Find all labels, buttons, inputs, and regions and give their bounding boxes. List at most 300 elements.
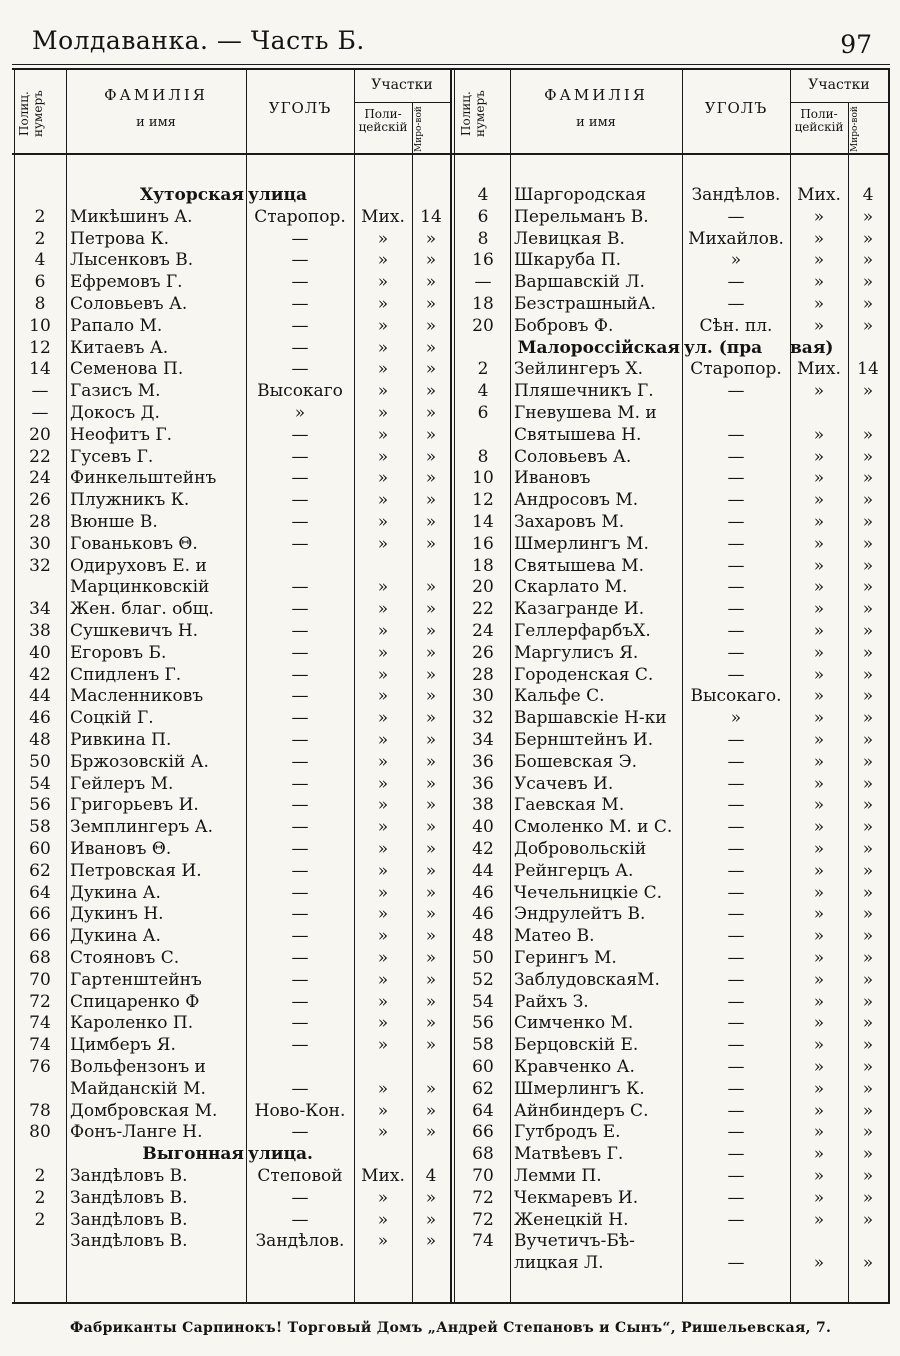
right-cell-num: 4 [477, 381, 489, 402]
right-cell-police: » [813, 795, 825, 816]
right-cell-num: 42 [472, 839, 494, 859]
right-cell-mir: » [862, 664, 874, 685]
left-cell-name: Хуторская [139, 185, 244, 205]
right-table-row [456, 206, 888, 228]
right-table-row [456, 598, 888, 620]
left-cell-num: 44 [29, 686, 51, 707]
right-cell-police: » [813, 468, 825, 489]
left-cell-mir: » [425, 381, 437, 402]
left-table-row [14, 1121, 450, 1143]
left-cell-police: » [377, 1187, 389, 1208]
left-cell-mir: » [425, 403, 437, 423]
left-cell-corner: — [291, 969, 309, 990]
right-cell-name: Святышева М. [514, 555, 645, 576]
right-cell-corner: — [727, 1144, 745, 1165]
left-cell-corner: — [291, 1122, 309, 1143]
right-cell-mir: » [862, 1100, 874, 1121]
right-table-row [456, 1056, 888, 1078]
left-cell-name: Одируховъ Е. и [70, 555, 207, 576]
left-cell-mir: 4 [425, 1166, 437, 1186]
right-cell-police: » [813, 817, 825, 838]
right-cell-police: » [813, 708, 825, 729]
right-cell-police: » [813, 926, 825, 947]
right-table-row [456, 358, 888, 380]
right-table-row [456, 228, 888, 250]
right-cell-corner: — [727, 948, 745, 968]
left-cell-name: Зандѣловъ В. [70, 1209, 188, 1230]
right-cell-mir: » [862, 1078, 874, 1099]
right-cell-num: 6 [477, 206, 489, 227]
right-cell-corner: Зандѣлов. [691, 185, 781, 205]
right-cell-num: 62 [472, 1078, 494, 1099]
left-cell-corner: — [291, 1035, 309, 1056]
right-cell-mir: » [862, 228, 874, 249]
left-cell-num: 62 [29, 860, 51, 881]
left-cell-mir: » [425, 926, 437, 947]
right-table-row [456, 925, 888, 947]
right-table-row [456, 729, 888, 751]
right-cell-num: 26 [472, 642, 494, 663]
left-cell-corner: — [291, 272, 309, 293]
left-cell-num: 74 [29, 1035, 51, 1056]
left-table-row [14, 773, 450, 795]
left-cell-num: 40 [29, 642, 51, 663]
right-cell-corner: — [727, 512, 745, 532]
left-cell-name: Газисъ М. [70, 381, 161, 402]
right-cell-mir: » [862, 1144, 874, 1165]
right-cell-num: 36 [472, 751, 494, 772]
left-table-row [14, 424, 450, 446]
left-cell-name: Соловьевъ А. [70, 294, 188, 314]
left-cell-mir: » [425, 839, 437, 859]
right-cell-corner: — [727, 926, 745, 947]
right-cell-corner: Сѣн. пл. [699, 315, 773, 336]
right-cell-num: 44 [472, 860, 494, 881]
left-cell-corner: — [291, 512, 309, 532]
left-cell-police: » [377, 904, 389, 925]
right-table-row [456, 315, 888, 337]
left-table-row [14, 446, 450, 468]
right-table-row [456, 184, 888, 206]
right-cell-police: » [813, 599, 825, 620]
left-cell-name: Масленниковъ [70, 686, 204, 707]
left-cell-mir: » [425, 446, 437, 467]
left-cell-police: » [377, 817, 389, 838]
left-cell-corner: — [291, 294, 309, 314]
left-cell-name: Гейлеръ М. [70, 773, 174, 794]
left-cell-num: 12 [29, 337, 51, 358]
left-cell-police: » [377, 839, 389, 859]
left-cell-corner: улица [248, 185, 308, 205]
right-table-row [456, 620, 888, 642]
right-cell-name: Соловьевъ А. [514, 446, 632, 467]
right-cell-police: » [813, 1122, 825, 1143]
right-cell-corner: — [727, 577, 745, 598]
right-cell-corner: — [727, 839, 745, 859]
center-rule-b [454, 68, 455, 1302]
right-cell-name: Айнбиндеръ С. [514, 1100, 649, 1121]
right-cell-name: Маргулисъ Я. [514, 642, 639, 663]
left-cell-mir: » [425, 294, 437, 314]
left-table-row [14, 271, 450, 293]
left-cell-num: 58 [29, 817, 51, 838]
right-cell-mir: » [862, 490, 874, 511]
left-cell-mir: » [425, 708, 437, 729]
left-cell-name: Стояновъ С. [70, 948, 180, 968]
left-cell-num: 2 [34, 1209, 46, 1230]
right-cell-name: Скарлато М. [514, 577, 628, 598]
right-cell-num: 4 [477, 185, 489, 205]
right-cell-police: » [813, 424, 825, 445]
left-cell-name: Егоровъ Б. [70, 642, 167, 663]
left-table-row [14, 576, 450, 598]
left-cell-corner: Высокаго [257, 381, 343, 402]
left-cell-num: 68 [29, 948, 51, 968]
left-cell-mir: » [425, 664, 437, 685]
right-cell-num: 70 [472, 1166, 494, 1186]
right-cell-mir: » [862, 1253, 874, 1274]
right-cell-police: » [813, 621, 825, 641]
left-cell-police: » [377, 621, 389, 641]
left-cell-mir: » [425, 642, 437, 663]
left-table-row [14, 925, 450, 947]
right-cell-police: » [813, 512, 825, 532]
right-cell-num: 18 [472, 555, 494, 576]
right-cell-corner: — [727, 446, 745, 467]
right-cell-name: Шмерлингъ К. [514, 1078, 645, 1099]
right-table-row [456, 1252, 888, 1274]
right-cell-corner: Михайлов. [688, 228, 784, 249]
left-cell-mir: » [425, 1013, 437, 1034]
footer-advertisement: Фабриканты Сарпинокъ! Торговый Домъ „Андрей Степановъ и Сынъ“, Ришельевская, 7. [70, 1320, 832, 1336]
left-cell-num: 60 [29, 839, 51, 859]
left-cell-mir: » [425, 795, 437, 816]
left-cell-name: Плужникъ К. [70, 490, 190, 511]
right-cell-name: Малороссійская [517, 337, 680, 358]
right-cell-num: 8 [477, 228, 489, 249]
right-cell-corner: — [727, 206, 745, 227]
right-cell-name: Андросовъ М. [514, 490, 639, 511]
right-cell-name: Чечельницкіе С. [514, 882, 663, 903]
right-cell-name: Кравченко А. [514, 1057, 635, 1077]
right-table-row [456, 489, 888, 511]
right-cell-mir: » [862, 1057, 874, 1077]
right-table-row [456, 467, 888, 489]
right-cell-police: » [813, 904, 825, 925]
right-cell-police: » [813, 860, 825, 881]
left-cell-mir: » [425, 1100, 437, 1121]
left-cell-name: Докосъ Д. [70, 403, 160, 423]
right-cell-name: Зейлингеръ Х. [514, 359, 644, 380]
right-cell-name: Гаевская М. [514, 795, 625, 816]
left-cell-corner: » [294, 403, 306, 423]
right-cell-num: 50 [472, 948, 494, 968]
left-cell-mir: » [425, 577, 437, 598]
right-cell-name: ГеллерфарбъХ. [514, 621, 651, 641]
right-table-row [456, 794, 888, 816]
right-cell-police: » [813, 686, 825, 707]
left-cell-num: 80 [29, 1122, 51, 1143]
left-cell-name: Марцинковскій [70, 577, 210, 598]
right-cell-name: Рейнгерцъ А. [514, 860, 634, 881]
left-cell-mir: » [425, 948, 437, 968]
left-cell-mir: 14 [420, 206, 442, 227]
right-cell-police: » [813, 664, 825, 685]
right-cell-name: Варшавскіе Н-ки [514, 708, 667, 729]
left-table-row [14, 751, 450, 773]
left-cell-mir: » [425, 1122, 437, 1143]
right-cell-num: 54 [472, 991, 494, 1012]
left-cell-num: — [31, 403, 49, 423]
right-cell-police: » [813, 751, 825, 772]
left-cell-name: Зандѣловъ В. [70, 1231, 188, 1252]
left-cell-num: 54 [29, 773, 51, 794]
left-table-row [14, 511, 450, 533]
right-cell-mir: » [862, 555, 874, 576]
left-table-row [14, 402, 450, 424]
left-cell-police: Мих. [361, 206, 405, 227]
right-cell-mir: » [862, 882, 874, 903]
left-cell-mir: » [425, 468, 437, 489]
right-cell-mir: » [862, 926, 874, 947]
right-cell-name: Святышева Н. [514, 424, 642, 445]
left-cell-corner: — [291, 315, 309, 336]
right-cell-num: 72 [472, 1209, 494, 1230]
right-cell-corner: » [730, 250, 742, 271]
left-cell-police: » [377, 860, 389, 881]
right-table-row [456, 576, 888, 598]
left-cell-corner: — [291, 751, 309, 772]
left-cell-num: 78 [29, 1100, 51, 1121]
left-cell-name: Петрова К. [70, 228, 170, 249]
right-cell-corner: — [727, 1209, 745, 1230]
left-table-row [14, 882, 450, 904]
right-table-row [456, 903, 888, 925]
left-cell-mir: » [425, 424, 437, 445]
left-cell-police: » [377, 686, 389, 707]
right-cell-police: » [813, 206, 825, 227]
left-cell-name: Зандѣловъ В. [70, 1187, 188, 1208]
left-cell-corner: Степовой [257, 1166, 343, 1186]
left-cell-name: Домбровская М. [70, 1100, 218, 1121]
right-cell-mir: » [862, 1013, 874, 1034]
left-cell-mir: » [425, 1209, 437, 1230]
left-cell-police: » [377, 533, 389, 554]
right-cell-corner: — [727, 555, 745, 576]
left-table-row [14, 489, 450, 511]
right-cell-mir: » [862, 708, 874, 729]
left-table-row [14, 664, 450, 686]
right-cell-name: Симченко М. [514, 1013, 634, 1034]
right-cell-mir: » [862, 948, 874, 968]
right-table-row [456, 991, 888, 1013]
right-cell-num: 2 [477, 359, 489, 380]
right-cell-corner: — [727, 751, 745, 772]
right-cell-mir: » [862, 1187, 874, 1208]
left-cell-corner: — [291, 926, 309, 947]
left-cell-name: Гусевъ Г. [70, 446, 154, 467]
right-cell-name: Гневушева М. и [514, 403, 657, 423]
left-cell-name: Выгонная [142, 1144, 244, 1165]
left-cell-name: Ривкина П. [70, 730, 172, 750]
left-cell-mir: » [425, 315, 437, 336]
right-cell-corner: — [727, 1187, 745, 1208]
right-table-row [456, 969, 888, 991]
right-header-districts: Участки [808, 77, 870, 93]
left-cell-corner: — [291, 468, 309, 489]
right-cell-corner: — [727, 424, 745, 445]
right-cell-mir: » [862, 315, 874, 336]
page-header [32, 26, 872, 66]
right-cell-num: 22 [472, 599, 494, 620]
right-cell-mir: » [862, 991, 874, 1012]
left-cell-corner: — [291, 228, 309, 249]
left-cell-mir: » [425, 512, 437, 532]
left-table-row [14, 228, 450, 250]
right-cell-police: » [813, 533, 825, 554]
right-cell-police: » [813, 839, 825, 859]
left-cell-police: » [377, 337, 389, 358]
left-cell-police: » [377, 1013, 389, 1034]
right-cell-num: 8 [477, 446, 489, 467]
right-table-row [456, 860, 888, 882]
right-table-row [456, 1187, 888, 1209]
right-cell-corner: — [727, 730, 745, 750]
left-cell-police: » [377, 1078, 389, 1099]
left-cell-corner: — [291, 991, 309, 1012]
right-table-row [456, 1121, 888, 1143]
left-cell-num: 2 [34, 228, 46, 249]
left-cell-police: » [377, 795, 389, 816]
right-header-surname: ФАМИЛІЯ [544, 86, 648, 104]
right-table-row [456, 249, 888, 271]
left-cell-name: Жен. благ. общ. [70, 599, 214, 620]
left-cell-corner: — [291, 1187, 309, 1208]
right-cell-corner: — [727, 621, 745, 641]
right-cell-police: » [813, 1057, 825, 1077]
left-cell-mir: » [425, 773, 437, 794]
right-cell-name: Гутбродъ Е. [514, 1122, 621, 1143]
right-cell-corner: — [727, 991, 745, 1012]
right-table-row [456, 446, 888, 468]
right-table-row [456, 555, 888, 577]
left-table-row [14, 947, 450, 969]
left-cell-corner: — [291, 1078, 309, 1099]
left-cell-name: Ефремовъ Г. [70, 272, 183, 293]
left-cell-police: » [377, 381, 389, 402]
right-cell-num: 20 [472, 315, 494, 336]
left-cell-num: 8 [34, 294, 46, 314]
left-cell-police: » [377, 577, 389, 598]
right-cell-corner: — [727, 904, 745, 925]
right-cell-mir: » [862, 1035, 874, 1056]
right-header-given-name: и имя [576, 115, 616, 130]
right-cell-mir: » [862, 1209, 874, 1230]
right-cell-name: Добровольскій [514, 839, 647, 859]
left-table-row [14, 206, 450, 228]
left-cell-num: 2 [34, 1166, 46, 1186]
left-cell-corner: — [291, 490, 309, 511]
left-cell-corner: — [291, 642, 309, 663]
left-table-row [14, 816, 450, 838]
left-cell-corner: Старопор. [254, 206, 346, 227]
right-cell-mir: » [862, 969, 874, 990]
left-cell-num: 20 [29, 424, 51, 445]
right-cell-mir: » [862, 424, 874, 445]
left-cell-name: Неофитъ Г. [70, 424, 173, 445]
right-header-number: Полиц. нумеръ [459, 90, 487, 138]
left-table-row [14, 729, 450, 751]
left-cell-name: Ивановъ Θ. [70, 839, 172, 859]
left-cell-num: 30 [29, 533, 51, 554]
left-cell-police: » [377, 272, 389, 293]
right-cell-police: » [813, 642, 825, 663]
left-cell-num: 34 [29, 599, 51, 620]
right-cell-name: Варшавскій Л. [514, 272, 645, 293]
right-cell-corner: — [727, 1013, 745, 1034]
right-cell-corner: — [727, 294, 745, 314]
left-cell-name: Соцкій Г. [70, 708, 154, 729]
left-cell-corner: — [291, 337, 309, 358]
right-cell-corner: — [727, 773, 745, 794]
right-cell-name: Райхъ З. [514, 991, 589, 1012]
right-cell-corner: — [727, 1166, 745, 1186]
left-cell-corner: — [291, 839, 309, 859]
left-cell-mir: » [425, 1231, 437, 1252]
right-table-row [456, 707, 888, 729]
left-cell-num: 66 [29, 926, 51, 947]
right-cell-police: » [813, 1035, 825, 1056]
right-cell-num: 36 [472, 773, 494, 794]
right-cell-name: Перельманъ В. [514, 206, 649, 227]
left-cell-name: Дукина А. [70, 882, 161, 903]
right-cell-corner: — [727, 1057, 745, 1077]
right-cell-name: лицкая Л. [514, 1253, 604, 1274]
left-header-police: Поли-цейскій [358, 107, 408, 135]
left-table-row [14, 184, 450, 206]
right-cell-mir: » [862, 686, 874, 707]
right-table-row [456, 751, 888, 773]
left-cell-mir: » [425, 490, 437, 511]
right-cell-mir: » [862, 599, 874, 620]
left-cell-corner: — [291, 882, 309, 903]
left-cell-num: 72 [29, 991, 51, 1012]
right-cell-corner: — [727, 664, 745, 685]
left-cell-num: 70 [29, 969, 51, 990]
right-table-row [456, 947, 888, 969]
left-cell-name: Григорьевъ И. [70, 795, 199, 816]
left-cell-police: » [377, 730, 389, 750]
left-cell-name: Дукина А. [70, 926, 161, 947]
right-cell-police: » [813, 991, 825, 1012]
left-cell-num: 74 [29, 1013, 51, 1034]
right-table-row [456, 1012, 888, 1034]
right-table-row [456, 337, 888, 359]
left-cell-police: » [377, 773, 389, 794]
left-cell-police: » [377, 926, 389, 947]
right-header-mir: Миро-вой [850, 106, 860, 152]
left-table-row [14, 969, 450, 991]
left-cell-num: 24 [29, 468, 51, 489]
left-table-row [14, 1100, 450, 1122]
right-cell-num: 12 [472, 490, 494, 511]
left-cell-num: 50 [29, 751, 51, 772]
right-table-row [456, 380, 888, 402]
right-cell-num: 34 [472, 730, 494, 750]
left-table-row [14, 1012, 450, 1034]
left-table-row [14, 1034, 450, 1056]
right-cell-name: Шкаруба П. [514, 250, 622, 271]
